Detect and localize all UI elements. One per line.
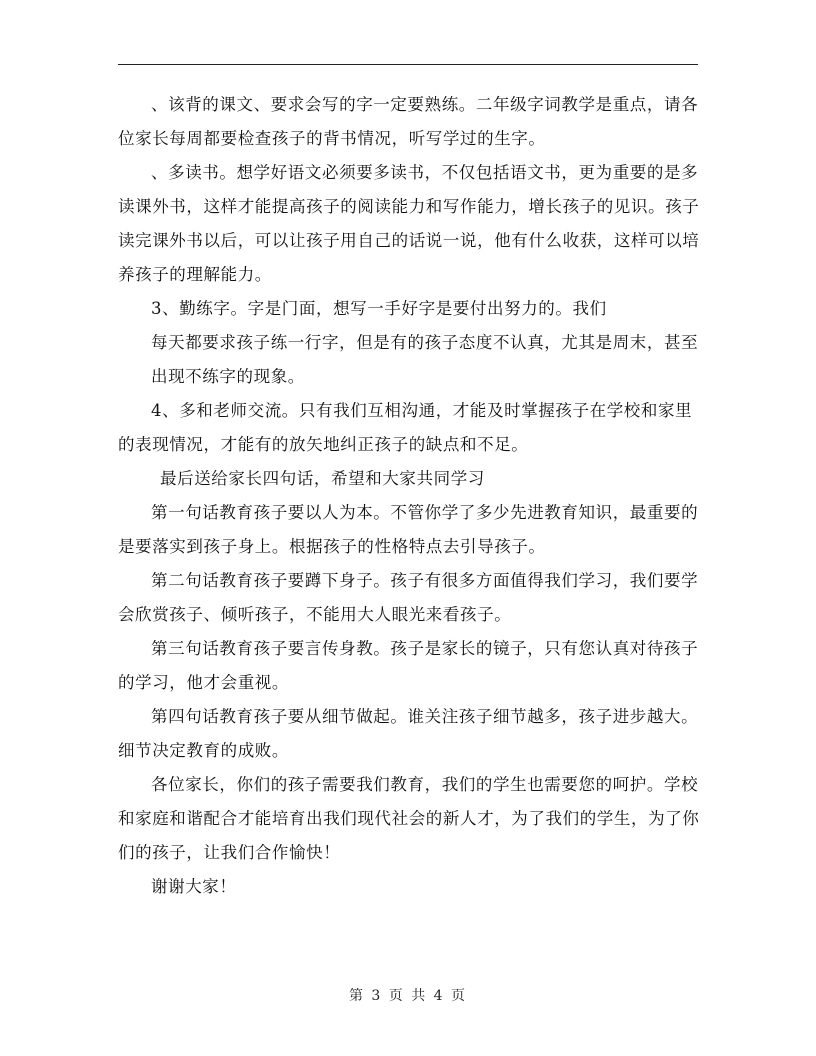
paragraph-teacher-communication: 4、多和老师交流。只有我们互相沟通，才能及时掌握孩子在学校和家里的表现情况，才能有的放矢地纠正孩子的缺点和不足。: [118, 401, 693, 454]
paragraph-sentence-one: 第一句话教育孩子要以人为本。不管你学了多少先进教育知识，最重要的是要落实到孩子身上。根据孩子的性格特点去引导孩子。: [118, 503, 699, 556]
paragraph-handwriting-body: 每天都要求孩子练一行字，但是有的孩子态度不认真，尤其是周末，甚至出现不练字的现象。: [151, 333, 699, 386]
paragraph-sentence-two: 第二句话教育孩子要蹲下身子。孩子有很多方面值得我们学习，我们要学会欣赏孩子、倾听孩子，不能用大人眼光来看孩子。: [118, 571, 699, 624]
paragraph-sentence-four: 第四句话教育孩子要从细节做起。谁关注孩子细节越多，孩子进步越大。细节决定教育的成败。: [118, 707, 699, 760]
paragraph-handwriting-heading: 3、勤练字。字是门面，想写一手好字是要付出努力的。我们: [151, 299, 607, 318]
paragraph-recitation: 、该背的课文、要求会写的字一定要熟练。二年级字词教学是重点，请各位家长每周都要检查孩子的背书情况，听写学过的生字。: [118, 95, 699, 148]
paragraph-reading: 、多读书。想学好语文必须要多读书，不仅包括语文书，更为重要的是多读课外书，这样才能提高孩子的阅读能力和写作能力，增长孩子的见识。孩子读完课外书以后，可以让孩子用自己的话说一说，他有什么收获，这样可以培养孩子的理解能力。: [118, 163, 700, 284]
document-body: [118, 88, 703, 904]
page-number: 第 3 页 共 4 页: [348, 988, 468, 1004]
paragraph-closing: 各位家长，你们的孩子需要我们教育，我们的学生也需要您的呵护。学校和家庭和谐配合才能培育出我们现代社会的新人才，为了我们的学生，为了你们的孩子，让我们合作愉快！: [118, 775, 700, 862]
header-rule: [118, 64, 698, 65]
paragraph-sentence-three: 第三句话教育孩子要言传身教。孩子是家长的镜子，只有您认真对待孩子的学习，他才会重视。: [118, 639, 699, 692]
paragraph-four-sentences-intro: 最后送给家长四句话，希望和大家共同学习: [160, 469, 485, 488]
paragraph-thanks: 谢谢大家！: [151, 877, 237, 896]
